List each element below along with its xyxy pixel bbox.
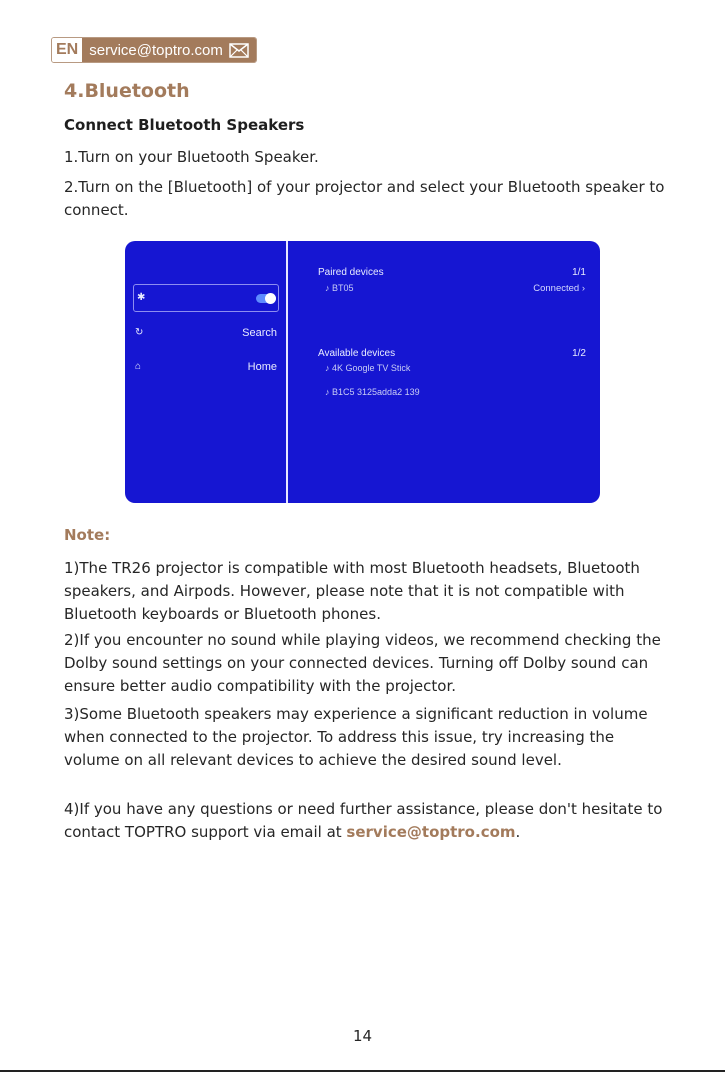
refresh-icon: ↻: [135, 327, 144, 338]
bluetooth-settings-screen: [125, 241, 600, 503]
note-item-4: [64, 798, 674, 844]
available-device-name: ♪ B1C5 3125adda2 139: [325, 387, 420, 397]
menu-label-search: Search: [242, 327, 277, 339]
note-item-4-end: .: [515, 823, 521, 841]
note-title: Note:: [64, 526, 111, 544]
step-1: 1.Turn on your Bluetooth Speaker.: [64, 148, 319, 166]
paired-device-name: ♪ BT05: [325, 283, 354, 293]
note-item-4-text: 4)If you have any questions or need further assistance, please don't hesitate to contact TOPTRO support via email at: [64, 800, 663, 841]
envelope-icon: [229, 43, 249, 58]
screen-divider: [286, 241, 288, 503]
header-email: service@toptro.com: [89, 41, 223, 59]
speaker-icon: ♪: [325, 283, 333, 293]
support-email-link[interactable]: service@toptro.com: [346, 823, 516, 841]
step-2: 2.Turn on the [Bluetooth] of your projector and select your Bluetooth speaker to connect.: [64, 178, 665, 219]
paired-device-status: Connected ›: [533, 283, 585, 294]
section-title: 4.Bluetooth: [64, 80, 190, 102]
bluetooth-toggle[interactable]: [256, 294, 276, 303]
paired-devices-count: 1/1: [572, 267, 586, 278]
section-subtitle: Connect Bluetooth Speakers: [64, 116, 305, 134]
available-device-name: ♪ 4K Google TV Stick: [325, 363, 411, 373]
available-devices-heading: Available devices: [318, 348, 396, 359]
bluetooth-icon: ✱: [137, 292, 146, 303]
menu-label-home: Home: [247, 361, 277, 373]
note-item-3: 3)Some Bluetooth speakers may experience a significant reduction in volume when connected to the projector. To address this issue, try increasing the volume on all relevant devices to achieve the desired sound level.: [64, 705, 648, 769]
paired-devices-heading: Paired devices: [318, 267, 384, 278]
language-label: EN: [52, 38, 82, 62]
home-icon: ⌂: [135, 361, 142, 372]
header-email-block: [82, 38, 256, 62]
menu-item-bluetooth[interactable]: [133, 284, 279, 312]
menu-item-search[interactable]: [135, 324, 277, 344]
available-devices-count: 1/2: [572, 348, 586, 359]
header-badge: [51, 37, 257, 63]
speaker-icon: ♪: [325, 363, 333, 373]
page-number: 14: [352, 1027, 373, 1045]
menu-item-home[interactable]: [135, 358, 277, 378]
speaker-icon: ♪: [325, 387, 333, 397]
note-item-1: 1)The TR26 projector is compatible with most Bluetooth headsets, Bluetooth speakers, and Airpods. However, please note that it is not compatible with Bluetooth keyboards or Bluetooth phones.: [64, 559, 640, 623]
note-item-2: 2)If you encounter no sound while playing videos, we recommend checking the Dolby sound settings on your connected devices. Turning off Dolby sound can ensure better audio compatibility with the projector.: [64, 631, 661, 695]
